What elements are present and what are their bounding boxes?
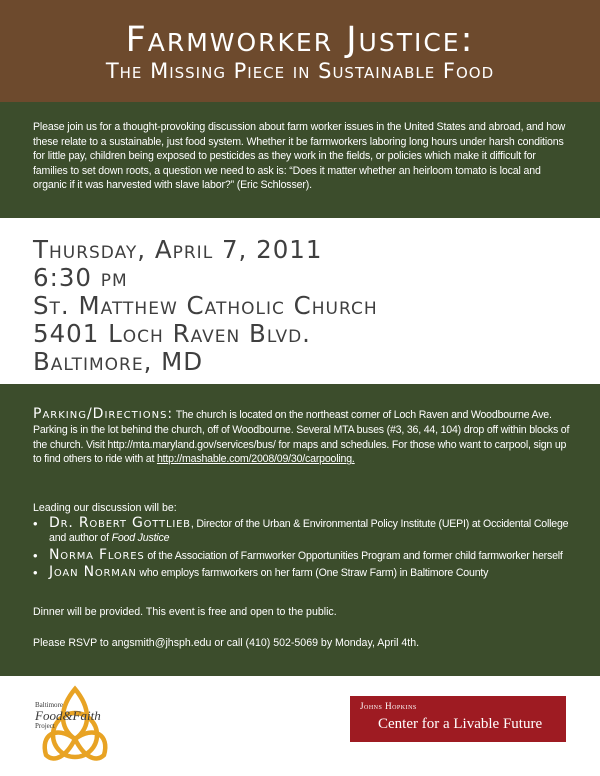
rsvp-note: Please RSVP to angsmith@jhsph.edu or call (410) 502-5069 by Monday, April 4th. bbox=[33, 637, 420, 649]
event-time: 6:30 pm bbox=[33, 263, 128, 292]
title-band bbox=[0, 0, 600, 102]
speaker-list bbox=[33, 517, 578, 584]
dinner-note: Dinner will be provided. This event is free and open to the public. bbox=[33, 606, 337, 618]
page-title: Farmworker Justice: bbox=[125, 20, 475, 60]
event-date: Thursday, April 7, 2011 bbox=[33, 235, 323, 264]
list-item bbox=[33, 566, 578, 581]
page-subtitle: The Missing Piece in Sustainable Food bbox=[105, 59, 495, 83]
logo-line: Johns Hopkins bbox=[360, 701, 417, 711]
list-item bbox=[33, 517, 578, 546]
speaker-description: of the Association of Farmworker Opportunities Program and former child farmworker herself bbox=[144, 549, 563, 562]
discussion-intro: Leading our discussion will be: bbox=[33, 502, 177, 514]
bullet-icon: • bbox=[33, 565, 38, 581]
parking-directions bbox=[33, 407, 573, 467]
footer bbox=[0, 676, 600, 776]
event-venue: St. Matthew Catholic Church bbox=[33, 291, 378, 320]
food-faith-logo-text bbox=[35, 701, 115, 730]
speaker-name: Dr. Robert Gottlieb bbox=[49, 515, 191, 531]
list-item bbox=[33, 546, 578, 564]
book-title: Food Justice bbox=[111, 531, 170, 544]
event-details bbox=[33, 236, 573, 376]
speaker-name: Norma Flores bbox=[49, 546, 145, 563]
logo-line: Food&Faith bbox=[35, 708, 101, 723]
logo-line: Project bbox=[35, 722, 55, 730]
speaker-name: Joan Norman bbox=[49, 564, 137, 581]
speaker-description: who employs farmworkers on her farm (One Straw Farm) in Baltimore County bbox=[136, 567, 489, 580]
details-band bbox=[0, 384, 600, 676]
event-city: Baltimore, MD bbox=[33, 347, 204, 376]
logo-line: Center for a Livable Future bbox=[378, 716, 543, 732]
intro-paragraph: Please join us for a thought-provoking discussion about farm worker issues in the United States and abroad, and how these relate to a sustainable, just food system. Whether it be farmworkers laboring long hours under harsh conditions for little pay, children being exposed to pesticides as they work in the fields, or policies which make it difficult for families to set down roots, a question we need to ask is: “Does it matter whether an heirloom tomato is local and organic if it was harvested with slave labor?” (Eric Schlosser). bbox=[33, 121, 566, 192]
event-address: 5401 Loch Raven Blvd. bbox=[33, 319, 311, 348]
parking-text: The church is located on the northeast corner of Loch Raven and Woodbourne Ave. Parking is in the lot behind the church, off of Woodbourne. Several MTA buses (#3, 36, 44, 104) drop off within blocks of the church. Visit http://mta.maryland.gov/services/bus/ for maps and schedules. For those who want to carpool, sign up to find others to ride with at bbox=[33, 409, 570, 466]
logo-line: Baltimore bbox=[35, 701, 63, 709]
intro-band bbox=[0, 102, 600, 218]
parking-heading: Parking/Directions: bbox=[33, 406, 174, 422]
speaker-description: , Director of the Urban & Environmental Policy Institute (UEPI) at Occidental College and author of bbox=[49, 518, 569, 544]
carpool-link[interactable]: http://mashable.com/2008/09/30/carpooling. bbox=[156, 453, 355, 466]
bullet-icon: • bbox=[33, 516, 38, 531]
jhu-clf-logo bbox=[350, 696, 566, 742]
bullet-icon: • bbox=[33, 547, 38, 563]
